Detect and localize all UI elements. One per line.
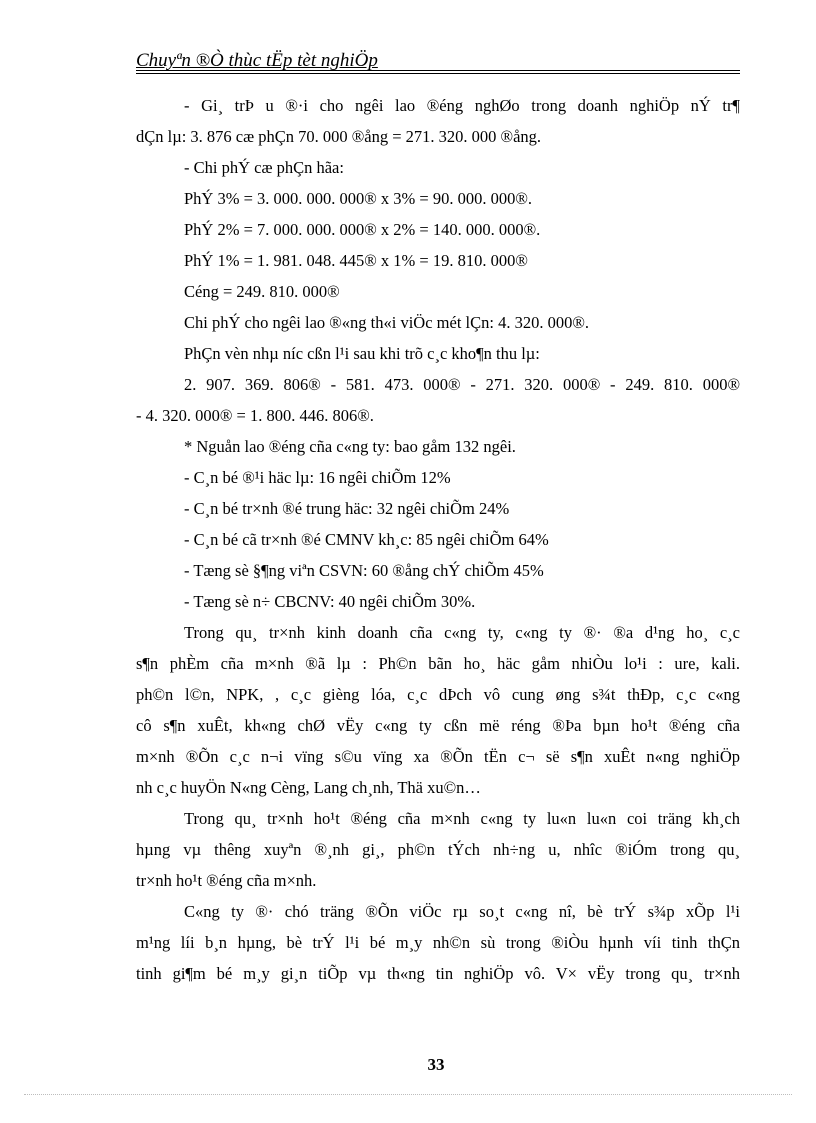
text-line: tr×nh ho¹t ®éng cña m×nh. (136, 871, 317, 890)
text-line: - C¸n bé cã tr×nh ®é CMNV kh¸c: 85 ngêi chiÕm 64% (184, 530, 549, 549)
header-title: Chuyªn ®Ò thùc tËp tèt nghiÖp (136, 50, 378, 71)
page-header (136, 50, 740, 72)
text-line: Trong qu¸ tr×nh ho¹t ®éng cña m×nh c«ng ty lu«n lu«n coi träng kh¸ch (184, 809, 740, 828)
document-body (136, 90, 740, 989)
text-line: s¶n phÈm cña m×nh ®ã lµ : Ph©n bãn ho¸ häc gåm nhiÒu lo¹i : ure, kali. (136, 654, 740, 673)
text-line: C«ng ty ®· chó träng ®Õn viÖc rµ so¸t c«ng nî, bè trÝ s¾p xÕp l¹i (184, 902, 740, 921)
page-number: 33 (427, 1055, 445, 1074)
text-line: m×nh ®Õn c¸c n¬i vïng s©u vïng xa ®Õn tËn c¬ së s¶n xuÊt n«ng nghiÖp (136, 747, 740, 766)
text-line: 2. 907. 369. 806® - 581. 473. 000® - 271. 320. 000® - 249. 810. 000® (184, 375, 740, 394)
text-line: PhÇn vèn nhµ níc cßn l¹i sau khi trõ c¸c kho¶n thu lµ: (184, 344, 540, 363)
text-line: - C¸n bé ®¹i häc lµ: 16 ngêi chiÕm 12% (184, 468, 451, 487)
text-line: - Chi phÝ cæ phÇn hãa: (184, 158, 344, 177)
text-line: Céng = 249. 810. 000® (184, 282, 340, 301)
header-rule (136, 70, 740, 71)
text-line: - C¸n bé tr×nh ®é trung häc: 32 ngêi chiÕm 24% (184, 499, 510, 518)
text-line: hµng vµ thêng xuyªn ®¸nh gi¸, ph©n tÝch nh÷ng u, nhîc ®iÓm trong qu¸ (136, 840, 740, 859)
text-line: m¹ng líi b¸n hµng, bè trÝ l¹i bé m¸y nh©n sù trong ®iÒu hµnh víi tinh thÇn (136, 933, 740, 952)
text-line: * Nguån lao ®éng cña c«ng ty: bao gåm 132 ngêi. (184, 437, 516, 456)
page-bottom-edge (24, 1094, 792, 1095)
text-line: - Tæng sè §¶ng viªn CSVN: 60 ®ång chÝ chiÕm 45% (184, 561, 544, 580)
text-line: - Gi¸ trÞ u ®·i cho ngêi lao ®éng nghØo trong doanh nghiÖp nÝ tr¶ (184, 96, 740, 115)
text-line: PhÝ 1% = 1. 981. 048. 445® x 1% = 19. 810. 000® (184, 251, 528, 270)
text-line: Chi phÝ cho ngêi lao ®«ng th«i viÖc mét lÇn: 4. 320. 000®. (184, 313, 589, 332)
text-line: cô s¶n xuÊt, kh«ng chØ vËy c«ng ty cßn më réng ®Þa bµn ho¹t ®éng cña (136, 716, 740, 735)
text-line: - Tæng sè n÷ CBCNV: 40 ngêi chiÕm 30%. (184, 592, 476, 611)
text-line: tinh gi¶m bé m¸y gi¸n tiÕp vµ th«ng tin nghiÖp vô. V× vËy trong qu¸ tr×nh (136, 964, 740, 983)
text-line: PhÝ 2% = 7. 000. 000. 000® x 2% = 140. 000. 000®. (184, 220, 541, 239)
text-line: ph©n l©n, NPK, , c¸c gièng lóa, c¸c dÞch vô cung øng s¾t thÐp, c¸c c«ng (136, 685, 740, 704)
text-line: nh c¸c huyÖn N«ng Cèng, Lang ch¸nh, Thä xu©n… (136, 778, 481, 797)
text-line: - 4. 320. 000® = 1. 800. 446. 806®. (136, 406, 374, 425)
text-line: PhÝ 3% = 3. 000. 000. 000® x 3% = 90. 000. 000®. (184, 189, 533, 208)
text-line: Trong qu¸ tr×nh kinh doanh cña c«ng ty, c«ng ty ®· ®a d¹ng ho¸ c¸c (184, 623, 740, 642)
text-line: dÇn lµ: 3. 876 cæ phÇn 70. 000 ®ång = 271. 320. 000 ®ång. (136, 127, 542, 146)
header-rule-double (136, 73, 740, 74)
